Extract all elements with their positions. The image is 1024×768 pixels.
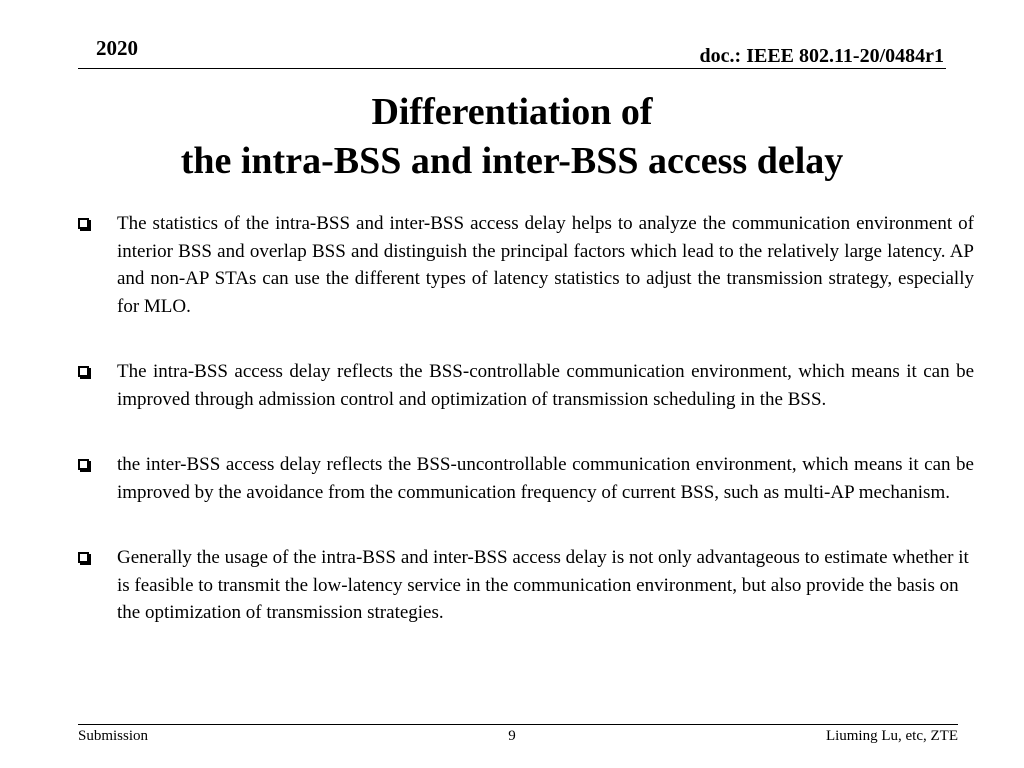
- bullet-item: [78, 544, 974, 627]
- hollow-square-bullet-icon: [78, 459, 89, 470]
- footer-divider: [78, 724, 958, 725]
- bullet-text: The statistics of the intra-BSS and inter-BSS access delay helps to analyze the communication environment of interior BSS and overlap BSS and distinguish the principal factors which lead to the relatively large latency. AP and non-AP STAs can use the different types of latency statistics to adjust the transmission strategy, especially for MLO.: [117, 213, 974, 317]
- footer-submission: Submission: [78, 728, 149, 744]
- footer-page-number: 9: [508, 728, 516, 744]
- hollow-square-bullet-icon: [78, 366, 89, 377]
- bullet-item: [78, 210, 974, 320]
- bullet-list: [78, 210, 974, 627]
- header-divider: [78, 68, 946, 69]
- bullet-text: the inter-BSS access delay reflects the BSS-uncontrollable communication environment, which means it can be improved by the avoidance from the communication frequency of current BSS, such as multi-AP mechanism.: [117, 454, 974, 503]
- bullet-text: The intra-BSS access delay reflects the BSS-controllable communication environment, which means it can be improved through admission control and optimization of transmission scheduling in the BSS.: [117, 361, 974, 410]
- bullet-text: Generally the usage of the intra-BSS and inter-BSS access delay is not only advantageous to estimate whether it is feasible to transmit the low-latency service in the communication environment, but also provide the basis on the optimization of transmission strategies.: [117, 547, 969, 623]
- hollow-square-bullet-icon: [78, 552, 89, 563]
- slide-title-line-2: the intra-BSS and inter-BSS access delay: [180, 140, 844, 182]
- header-year: 2020: [96, 36, 138, 60]
- hollow-square-bullet-icon: [78, 218, 89, 229]
- slide-title-line-1: Differentiation of: [371, 91, 653, 133]
- bullet-item: [78, 358, 974, 413]
- header-doc-id: doc.: IEEE 802.11-20/0484r1: [699, 45, 944, 67]
- slide-title: [60, 88, 964, 186]
- bullet-item: [78, 451, 974, 506]
- footer-author: Liuming Lu, etc, ZTE: [825, 728, 958, 744]
